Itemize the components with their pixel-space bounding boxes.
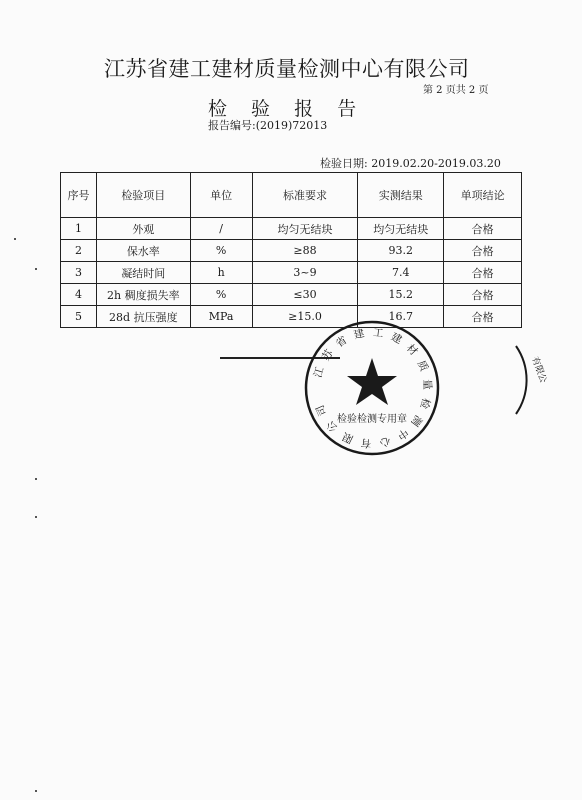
table-cell: ≥15.0 (252, 306, 358, 328)
header-cell: 检验项目 (96, 173, 190, 218)
page-info: 第 2 页共 2 页 (423, 85, 489, 96)
header-cell: 单项结论 (444, 173, 522, 218)
table-cell: 合格 (444, 218, 522, 240)
header-cell: 标准要求 (252, 173, 358, 218)
table-cell: 3~9 (252, 262, 358, 284)
partial-seal-edge (510, 340, 582, 420)
results-table (60, 172, 522, 328)
scan-speck (14, 238, 16, 240)
table-cell: 外观 (96, 218, 190, 240)
table-cell: 合格 (444, 262, 522, 284)
header-cell: 实测结果 (358, 173, 444, 218)
table-cell: 保水率 (96, 240, 190, 262)
document-title: 检 验 报 告 (208, 98, 366, 120)
scan-speck (35, 478, 37, 480)
table-cell: 2h 稠度损失率 (96, 284, 190, 306)
table-row (61, 262, 522, 284)
company-name: 江苏省建工建材质量检测中心有限公司 (104, 57, 470, 81)
table-cell: 合格 (444, 284, 522, 306)
table-cell: 合格 (444, 240, 522, 262)
table-cell: 93.2 (358, 240, 444, 262)
table-cell: 15.2 (358, 284, 444, 306)
table-cell: 16.7 (358, 306, 444, 328)
table-cell: ≤30 (252, 284, 358, 306)
table-cell: / (190, 218, 252, 240)
table-row (61, 284, 522, 306)
table-cell: 3 (61, 262, 97, 284)
header-cell: 单位 (190, 173, 252, 218)
table-cell: h (190, 262, 252, 284)
seal-center-text: 检验检测专用章 (337, 414, 407, 425)
table-cell: 合格 (444, 306, 522, 328)
table-header-row (61, 173, 522, 218)
table-cell: % (190, 284, 252, 306)
table-row (61, 306, 522, 328)
table-cell: MPa (190, 306, 252, 328)
table-cell: 7.4 (358, 262, 444, 284)
scan-speck (35, 268, 37, 270)
table-cell: 5 (61, 306, 97, 328)
inspection-date: 检验日期: 2019.02.20-2019.03.20 (320, 157, 501, 170)
table-cell: 均匀无结块 (358, 218, 444, 240)
scan-speck (35, 516, 37, 518)
seal-ring-text: 江苏省建工建材质量检测中心有限公司 (312, 326, 434, 450)
table-cell: 均匀无结块 (252, 218, 358, 240)
table-cell: 2 (61, 240, 97, 262)
official-seal (302, 318, 442, 458)
star-icon (347, 358, 397, 405)
table-cell: % (190, 240, 252, 262)
table-cell: ≥88 (252, 240, 358, 262)
scan-speck (35, 790, 37, 792)
table-row (61, 240, 522, 262)
partial-seal-text: 有限公 (529, 355, 548, 385)
report-number: 报告编号:(2019)72013 (208, 119, 328, 132)
table-cell: 凝结时间 (96, 262, 190, 284)
table-cell: 28d 抗压强度 (96, 306, 190, 328)
table-cell: 4 (61, 284, 97, 306)
table-row (61, 218, 522, 240)
header-cell: 序号 (61, 173, 97, 218)
table-cell: 1 (61, 218, 97, 240)
